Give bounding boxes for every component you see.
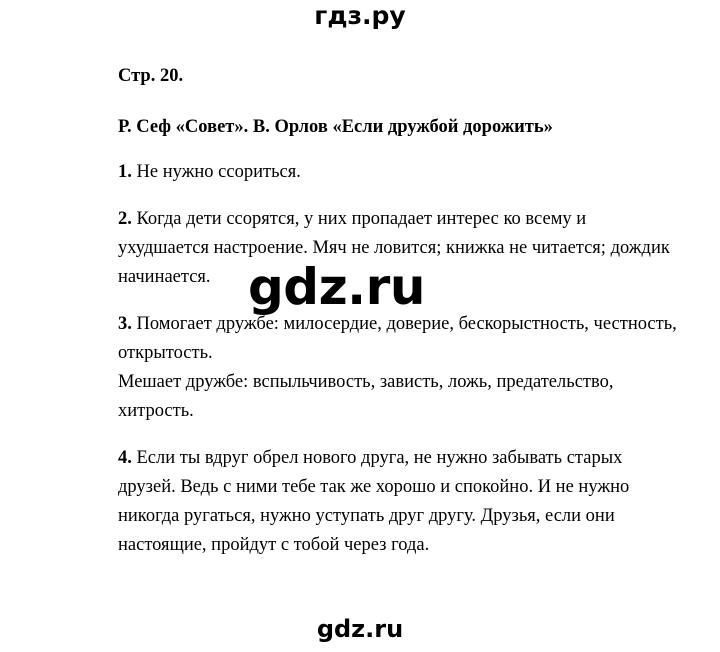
answer-number: 4.: [118, 448, 132, 468]
answer-number: 3.: [118, 314, 132, 334]
answer-line: [118, 205, 698, 234]
watermark: gdz.ru: [248, 258, 425, 316]
page-number: Стр. 20.: [118, 66, 184, 86]
answer-line: начинается.: [118, 267, 211, 287]
answer-text: Если ты вдруг обрел нового друга, не нужно забывать старых: [131, 448, 623, 468]
answer-line: хитрость.: [118, 401, 194, 421]
answer-line: [118, 158, 698, 187]
answer-3: [118, 310, 698, 426]
site-footer-logo: gdz.ru: [316, 615, 404, 643]
answer-text: Не нужно ссориться.: [131, 162, 301, 182]
answer-line: [118, 444, 698, 473]
answer-line: никогда ругаться, нужно уступать друг другу. Друзья, если они: [118, 506, 615, 526]
answer-number: 1.: [118, 162, 132, 182]
site-header-logo: гдз.ру: [314, 1, 406, 30]
answer-1: [118, 158, 698, 187]
answer-4: [118, 444, 698, 560]
answer-line: открытость.: [118, 343, 213, 363]
answer-line: друзей. Ведь с ними тебе так же хорошо и спокойно. И не нужно: [118, 477, 630, 497]
answer-text: Когда дети ссорятся, у них пропадает интерес ко всему и: [131, 209, 587, 229]
answer-text: Помогает дружбе: милосердие, доверие, бескорыстность, честность,: [131, 314, 677, 334]
document-body: [118, 62, 698, 578]
answer-line: ухудшается настроение. Мяч не ловится; книжка не читается; дождик: [118, 238, 670, 258]
answer-line: настоящие, пройдут с тобой через года.: [118, 535, 430, 555]
answer-line: Мешает дружбе: вспыльчивость, зависть, ложь, предательство,: [118, 372, 614, 392]
answer-number: 2.: [118, 209, 132, 229]
section-title: Р. Сеф «Совет». В. Орлов «Если дружбой дорожить»: [118, 117, 553, 137]
